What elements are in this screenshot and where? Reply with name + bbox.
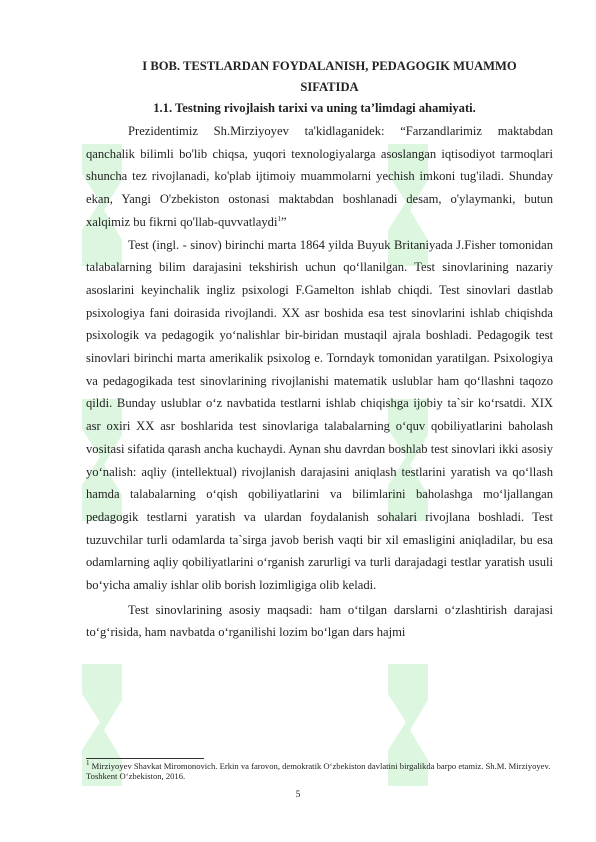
footnote-reference[interactable]: 1 (277, 214, 281, 223)
paragraph-2: Test (ingl. - sinov) birinchi marta 1864 yilda Buyuk Britaniyada J.Fisher tomonidan talabalarning bilim darajasini tekshirish uchun qo‘llanilgan. Test sinovlarining nazariy asoslarini keyinchalik ingliz psixologi F.Gamelton ishlab chiqdi. Test sinovlari dastlab psixologiya fani doirasida rivojlandi. XX asr boshida esa test sinovlarini ishlab chiqishda psixologik va pedagogik yo‘nalishlar bir-biridan mustaqil ajrala boshladi. Pedagogik test sinovlari birinchi marta amerikalik psixolog e. Torndayk tomonidan yaratilgan. Psixologiya va pedagogikada test sinovlarining rivojlanishi matematik uslublar ham qo‘llashni taqozo qildi. Bunday uslublar o‘z navbatida testlarni ishlab chiqishga ijobiy ta`sir ko‘rsatdi. XIX asr oxiri XX asr boshlarida test sinovlariga talabalarning o‘quv qobiliyatlarini baholash vositasi sifatida qarash ancha kuchaydi. Aynan shu davrdan boshlab test sinovlari ikki asosiy yo‘nalish: aqliy (intellektual) rivojlanish darajasini aniqlash testlarini yaratish va qo‘llash hamda talabalarning o‘qish qobiliyatlarini va bilimlarini baholashga mo‘ljallangan pedagogik testlarni yaratish va ulardan foydalanish sohalari rivojlana boshladi. Test tuzuvchilar turli odamlarda ta`sirga javob berish vaqti bir xil emasligini aniqladilar, bu esa odamlarning aqliy qobiliyatlarini o‘rganish zarurligi va turli darajadagi testlar yaratish usuli bo‘yicha amaliy ishlar olib borish lozimligiga olib keladi. (86, 237, 553, 593)
paragraph-1-text: Prezidentimiz Sh.Mirziyoyev ta'kidlaganidek: “Farzandlarimiz maktabdan qanchalik bilimli bo'lib chiqsa, yuqori texnologiyalarga asoslangan iqtisodiyot tarmoqlari shuncha tez rivojlanadi, ko'plab ijtimoiy muammolarni yechish imkoni tug'iladi. Shunday ekan, Yangi O'zbekiston ostonasi maktabdan boshlanadi desam, o'ylaymanki, butun xalqimiz bu fikrni qo'llab-quvvatlaydi (86, 124, 553, 229)
document-page (86, 56, 553, 644)
footnote-separator (86, 758, 204, 759)
section-title: 1.1. Testning rivojlaish tarixi va uning ta’limdagi ahamiyati. (153, 101, 476, 115)
footnote-marker: 1 (86, 759, 90, 768)
paragraph-3: Test sinovlarining asosiy maqsadi: ham o‘tilgan darslarni o‘zlashtirish darajasi to‘g‘risida, ham navbatda o‘rganilishi lozim bo‘lgan dars hajmi (86, 602, 553, 640)
chapter-title (86, 56, 553, 98)
footnote-text: Mirziyoyev Shavkat Miromonovich. Erkin va farovon, demokratik O‘zbekiston davlatini birgalikda barpo etamiz. Sh.M. Mirziyoyev. Toshkent O‘zbekiston, 2016. (86, 761, 551, 782)
chapter-title-line1: I BOB. TESTLARDAN FOYDALANISH, PEDAGOGIK MUAMMO (142, 59, 517, 73)
page-number: 5 (295, 790, 301, 800)
paragraph-1 (86, 120, 553, 234)
footnote (86, 761, 556, 782)
chapter-title-line2: SIFATIDA (300, 80, 359, 94)
closing-quote: ” (280, 214, 287, 229)
